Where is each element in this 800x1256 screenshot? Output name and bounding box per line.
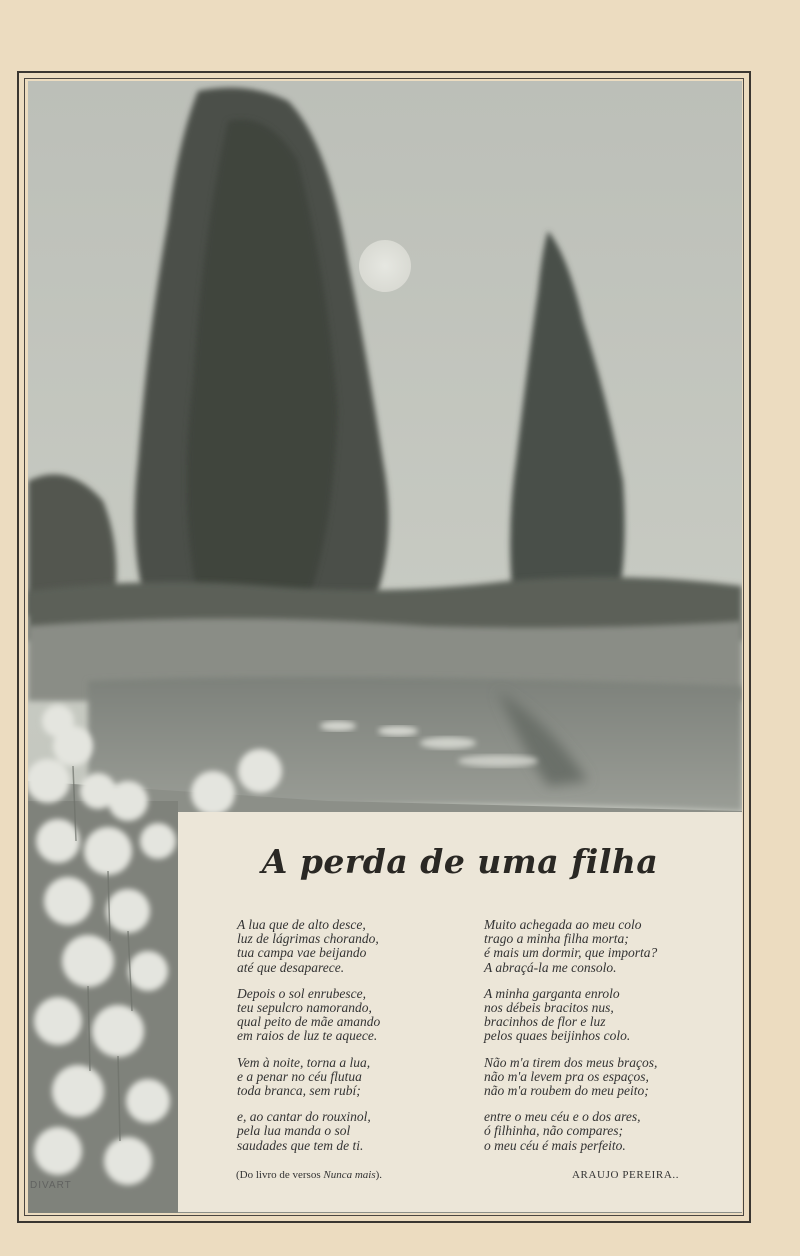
poem-line: até que desaparece.: [237, 959, 345, 975]
poem-line: teu sepulcro namorando,: [237, 1000, 372, 1016]
poem-line: A minha garganta enrolo: [484, 985, 620, 1001]
poem-line: nos débeis bracitos nus,: [484, 1000, 614, 1016]
poem-line: qual peito de mãe amando: [237, 1014, 381, 1030]
poem-line: Muito achegada ao meu colo: [484, 917, 642, 932]
stanza: [484, 1056, 724, 1099]
moon: [359, 240, 411, 292]
stanza: [237, 1110, 477, 1153]
source-suffix: ).: [375, 1169, 383, 1181]
poem-line: e a penar no céu flutua: [237, 1068, 362, 1084]
poem-line: luz de lágrimas chorando,: [237, 931, 379, 947]
stanza: [484, 918, 724, 975]
poem-right-column: [484, 918, 724, 1165]
poem-line: não m'a roubem do meu peito;: [484, 1083, 649, 1099]
poem-line: Não m'a tirem dos meus braços,: [484, 1054, 658, 1070]
poem-line: entre o meu céu e o dos ares,: [484, 1109, 641, 1125]
poem-line: toda branca, sem rubí;: [237, 1083, 361, 1099]
poem-line: não m'a levem pra os espaços,: [484, 1068, 649, 1084]
poem-line: bracinhos de flor e luz: [484, 1014, 606, 1030]
stanza: [237, 918, 477, 975]
poem-left-column: [237, 918, 477, 1165]
source-prefix: (Do livro de versos: [236, 1169, 324, 1181]
poem-line: saudades que tem de ti.: [237, 1137, 364, 1153]
poem-line: e, ao cantar do rouxinol,: [237, 1109, 371, 1125]
artist-signature: DIVART: [30, 1180, 72, 1191]
poem-line: ó filhinha, não compares;: [484, 1123, 623, 1139]
poem-line: Vem à noite, torna a lua,: [237, 1054, 371, 1070]
poem-line: é mais um dormir, que importa?: [484, 945, 658, 961]
poem-line: A lua que de alto desce,: [237, 917, 366, 932]
poem-line: pelos quaes beijinhos colo.: [484, 1028, 631, 1044]
stanza: [237, 1056, 477, 1099]
author-name: ARAUJO PEREIRA..: [572, 1169, 680, 1181]
poem-line: A abraçá-la me consolo.: [484, 959, 617, 975]
poem-line: tua campa vae beijando: [237, 945, 367, 961]
poem-panel: [178, 812, 742, 1212]
poem-line: pela lua manda o sol: [237, 1123, 351, 1139]
stanza: [484, 987, 724, 1044]
poem-line: trago a minha filha morta;: [484, 931, 629, 947]
poem-line: em raios de luz te aquece.: [237, 1028, 378, 1044]
stanza: [484, 1110, 724, 1153]
poem-title: A perda de uma filha: [261, 842, 659, 881]
stanza: [237, 987, 477, 1044]
poem-line: o meu céu é mais perfeito.: [484, 1137, 626, 1153]
source-note: [236, 1169, 382, 1181]
pond: [88, 677, 742, 811]
source-book-title: Nunca mais: [323, 1169, 376, 1181]
poem-line: Depois o sol enrubesce,: [237, 985, 366, 1001]
